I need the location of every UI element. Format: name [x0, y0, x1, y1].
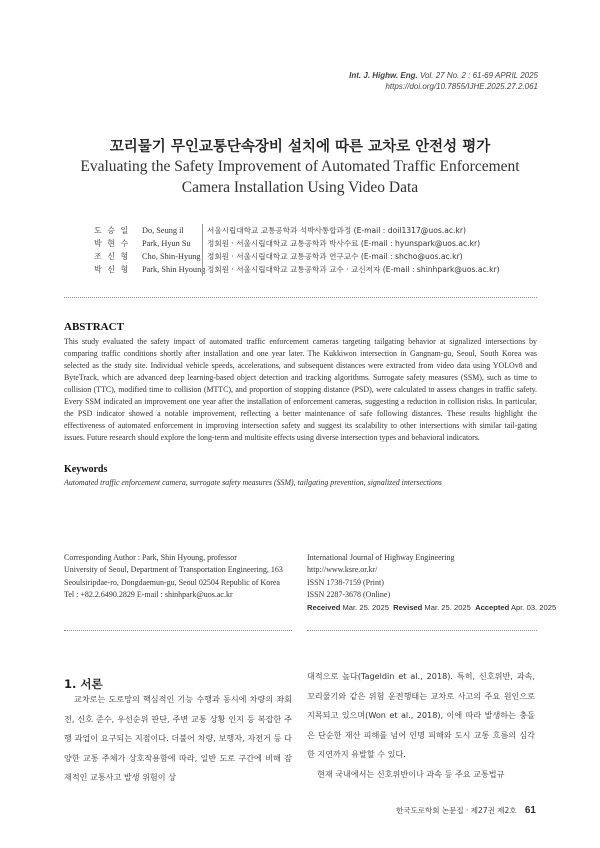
author-affiliation: 정회원 · 서울시립대학교 교통공학과 교수 · 교신저자 (E-mail : shinhpark@uos.ac.kr) — [202, 263, 500, 276]
author-affiliation: 정회원 · 서울시립대학교 교통공학과 박사수료 (E-mail : hyunspark@uos.ac.kr) — [202, 237, 480, 250]
author-name-en: Park, Hyun Su — [142, 239, 191, 248]
author-name-en: Park, Shin Hyoung — [142, 265, 206, 274]
corresponding-line: Corresponding Author : Park, Shin Hyoung, professor — [64, 553, 237, 562]
body-right-column — [307, 667, 535, 784]
left-info-divider — [64, 630, 292, 631]
author-name-en: Do, Seung il — [142, 226, 184, 235]
korean-title: 꼬리물기 무인교통단속장비 설치에 따른 교차로 안전성 평가 — [109, 139, 491, 155]
english-title: Evaluating the Safety Improvement of Automated Traffic Enforcement Camera Installation Using Video Data — [80, 158, 520, 196]
journal-name: Int. J. Highw. Eng. — [349, 71, 418, 80]
dates-line — [307, 602, 556, 614]
journal-info-line: ISSN 2287-3678 (Online) — [307, 590, 391, 600]
received-date: Mar. 25. 2025 — [342, 602, 389, 612]
body-paragraph: 현재 국내에서는 신호위반이나 과속 등 주요 교통법규 — [317, 768, 505, 779]
accepted-date: Apr. 03. 2025 — [510, 602, 557, 612]
body-paragraph: 대적으로 높다(Tageldin et al., 2018). 특히, 신호위반, 과속, 꼬리물기와 같은 위험 운전행태는 교차로 사고의 주요 원인으로 지목되고 있으며(Won et al., 2018), 이에 따라 발생하는 충돌은 단순한 재산 피해를 넘어 인명 피해와 도시 교통 흐름의 심각한 지연까지 유발할 수 있다. — [307, 671, 535, 759]
journal-issue: Vol. 27 No. 2 : 61-69 APRIL 2025 — [419, 71, 538, 80]
right-info-divider — [307, 630, 537, 631]
journal-info-block — [307, 552, 556, 614]
accepted-label: Accepted — [475, 602, 510, 612]
author-name-ko: 박 현 수 — [94, 239, 130, 248]
section-heading: 1. 서론 — [64, 677, 103, 691]
author-affiliation: 서울시립대학교 교통공학과 석박사통합과정 (E-mail : doil1317@uos.ac.kr) — [202, 224, 466, 237]
page-footer — [396, 805, 536, 816]
author-row — [94, 250, 500, 263]
body-paragraph: 교차로는 도로망의 핵심적인 기능 수행과 동시에 차량의 좌회전, 신호 준수, 우선순위 판단, 주변 교통 상황 인지 등 복잡한 주행 과업이 요구되는 지점이다. 더불어 차량, 보행자, 자전거 등 다양한 교통 주체가 상호작용함에 따라, 일반 도로 구간에 비해 잠재적인 교통사고 발생 위험이 상 — [64, 694, 292, 782]
header-divider — [64, 297, 537, 298]
corresponding-line: Tel : +82.2.6490.2829 E-mail : shinhpark@uos.ac.kr — [64, 590, 233, 600]
author-affiliation: 정회원 · 서울시립대학교 교통공학과 연구교수 (E-mail : shcho@uos.ac.kr) — [202, 250, 463, 263]
author-name-en: Cho, Shin-Hyung — [142, 252, 201, 261]
author-row — [94, 224, 500, 237]
revised-date: Mar. 25. 2025 — [424, 602, 471, 612]
journal-url[interactable]: http://www.ksre.or.kr/ — [307, 565, 378, 575]
body-left-column — [64, 690, 292, 788]
author-name-ko: 조 신 형 — [94, 252, 130, 261]
corresponding-line: Seoulsiripdae-ro, Dongdaemun-gu, Seoul 02504 Republic of Korea — [64, 577, 280, 587]
corresponding-author-block — [64, 552, 283, 602]
author-name-ko: 박 신 형 — [94, 265, 130, 274]
page-number: 61 — [524, 805, 536, 816]
journal-info-line: International Journal of Highway Engineering — [307, 553, 455, 562]
author-row — [94, 237, 500, 250]
journal-doi[interactable]: https://doi.org/10.7855/IJHE.2025.27.2.061 — [385, 82, 538, 91]
abstract-text: This study evaluated the safety impact of automated traffic enforcement cameras targeting tailgating behavior at signalized intersections by comparing traffic conditions shortly after installation and one year later. The Kukkiwon intersection in Gangnam-gu, Seoul, South Korea was selected as the study site. Individual vehicle speeds, accelerations, and subsequent distances were extracted from video data using YOLOv8 and ByteTrack, which are advanced deep learning-based object detection and tracking algorithms. Surrogate safety measures (SSM), such as time to collision (TTC), modified time to collision (MTTC), and proportion of stopping distance (PSD), were calculated to assess changes in traffic safety. Every SSM indicated an improvement one year after the installation of enforcement cameras, suggesting a reduction in collision risks. In particular, the PSD indicator showed a notable improvement, reflecting a better maintenance of safe following distances. These results highlight the effectiveness of automated enforcement in improving intersection safety and suggest its scalability to other intersections with similar tail-gating issues. Future research should explore the long-term and multisite effects using diverse intersection types and behavioral indicators. — [64, 337, 537, 442]
journal-info-line: ISSN 1738-7159 (Print) — [307, 577, 384, 587]
footer-journal: 한국도로학회 논문집 · 제27권 제2호 — [396, 806, 517, 815]
revised-label: Revised — [393, 602, 423, 612]
corresponding-line: University of Seoul, Department of Transportation Engineering, 163 — [64, 565, 283, 575]
keywords-text: Automated traffic enforcement camera, surrogate safety measures (SSM), tailgating prevention, signalized intersections — [64, 478, 442, 487]
author-row — [94, 263, 500, 276]
keywords-heading: Keywords — [64, 464, 108, 475]
author-name-ko: 도 승 일 — [94, 226, 130, 235]
received-label: Received — [307, 602, 341, 612]
abstract-heading: ABSTRACT — [64, 321, 124, 333]
author-list — [94, 224, 500, 276]
journal-header — [349, 70, 538, 92]
